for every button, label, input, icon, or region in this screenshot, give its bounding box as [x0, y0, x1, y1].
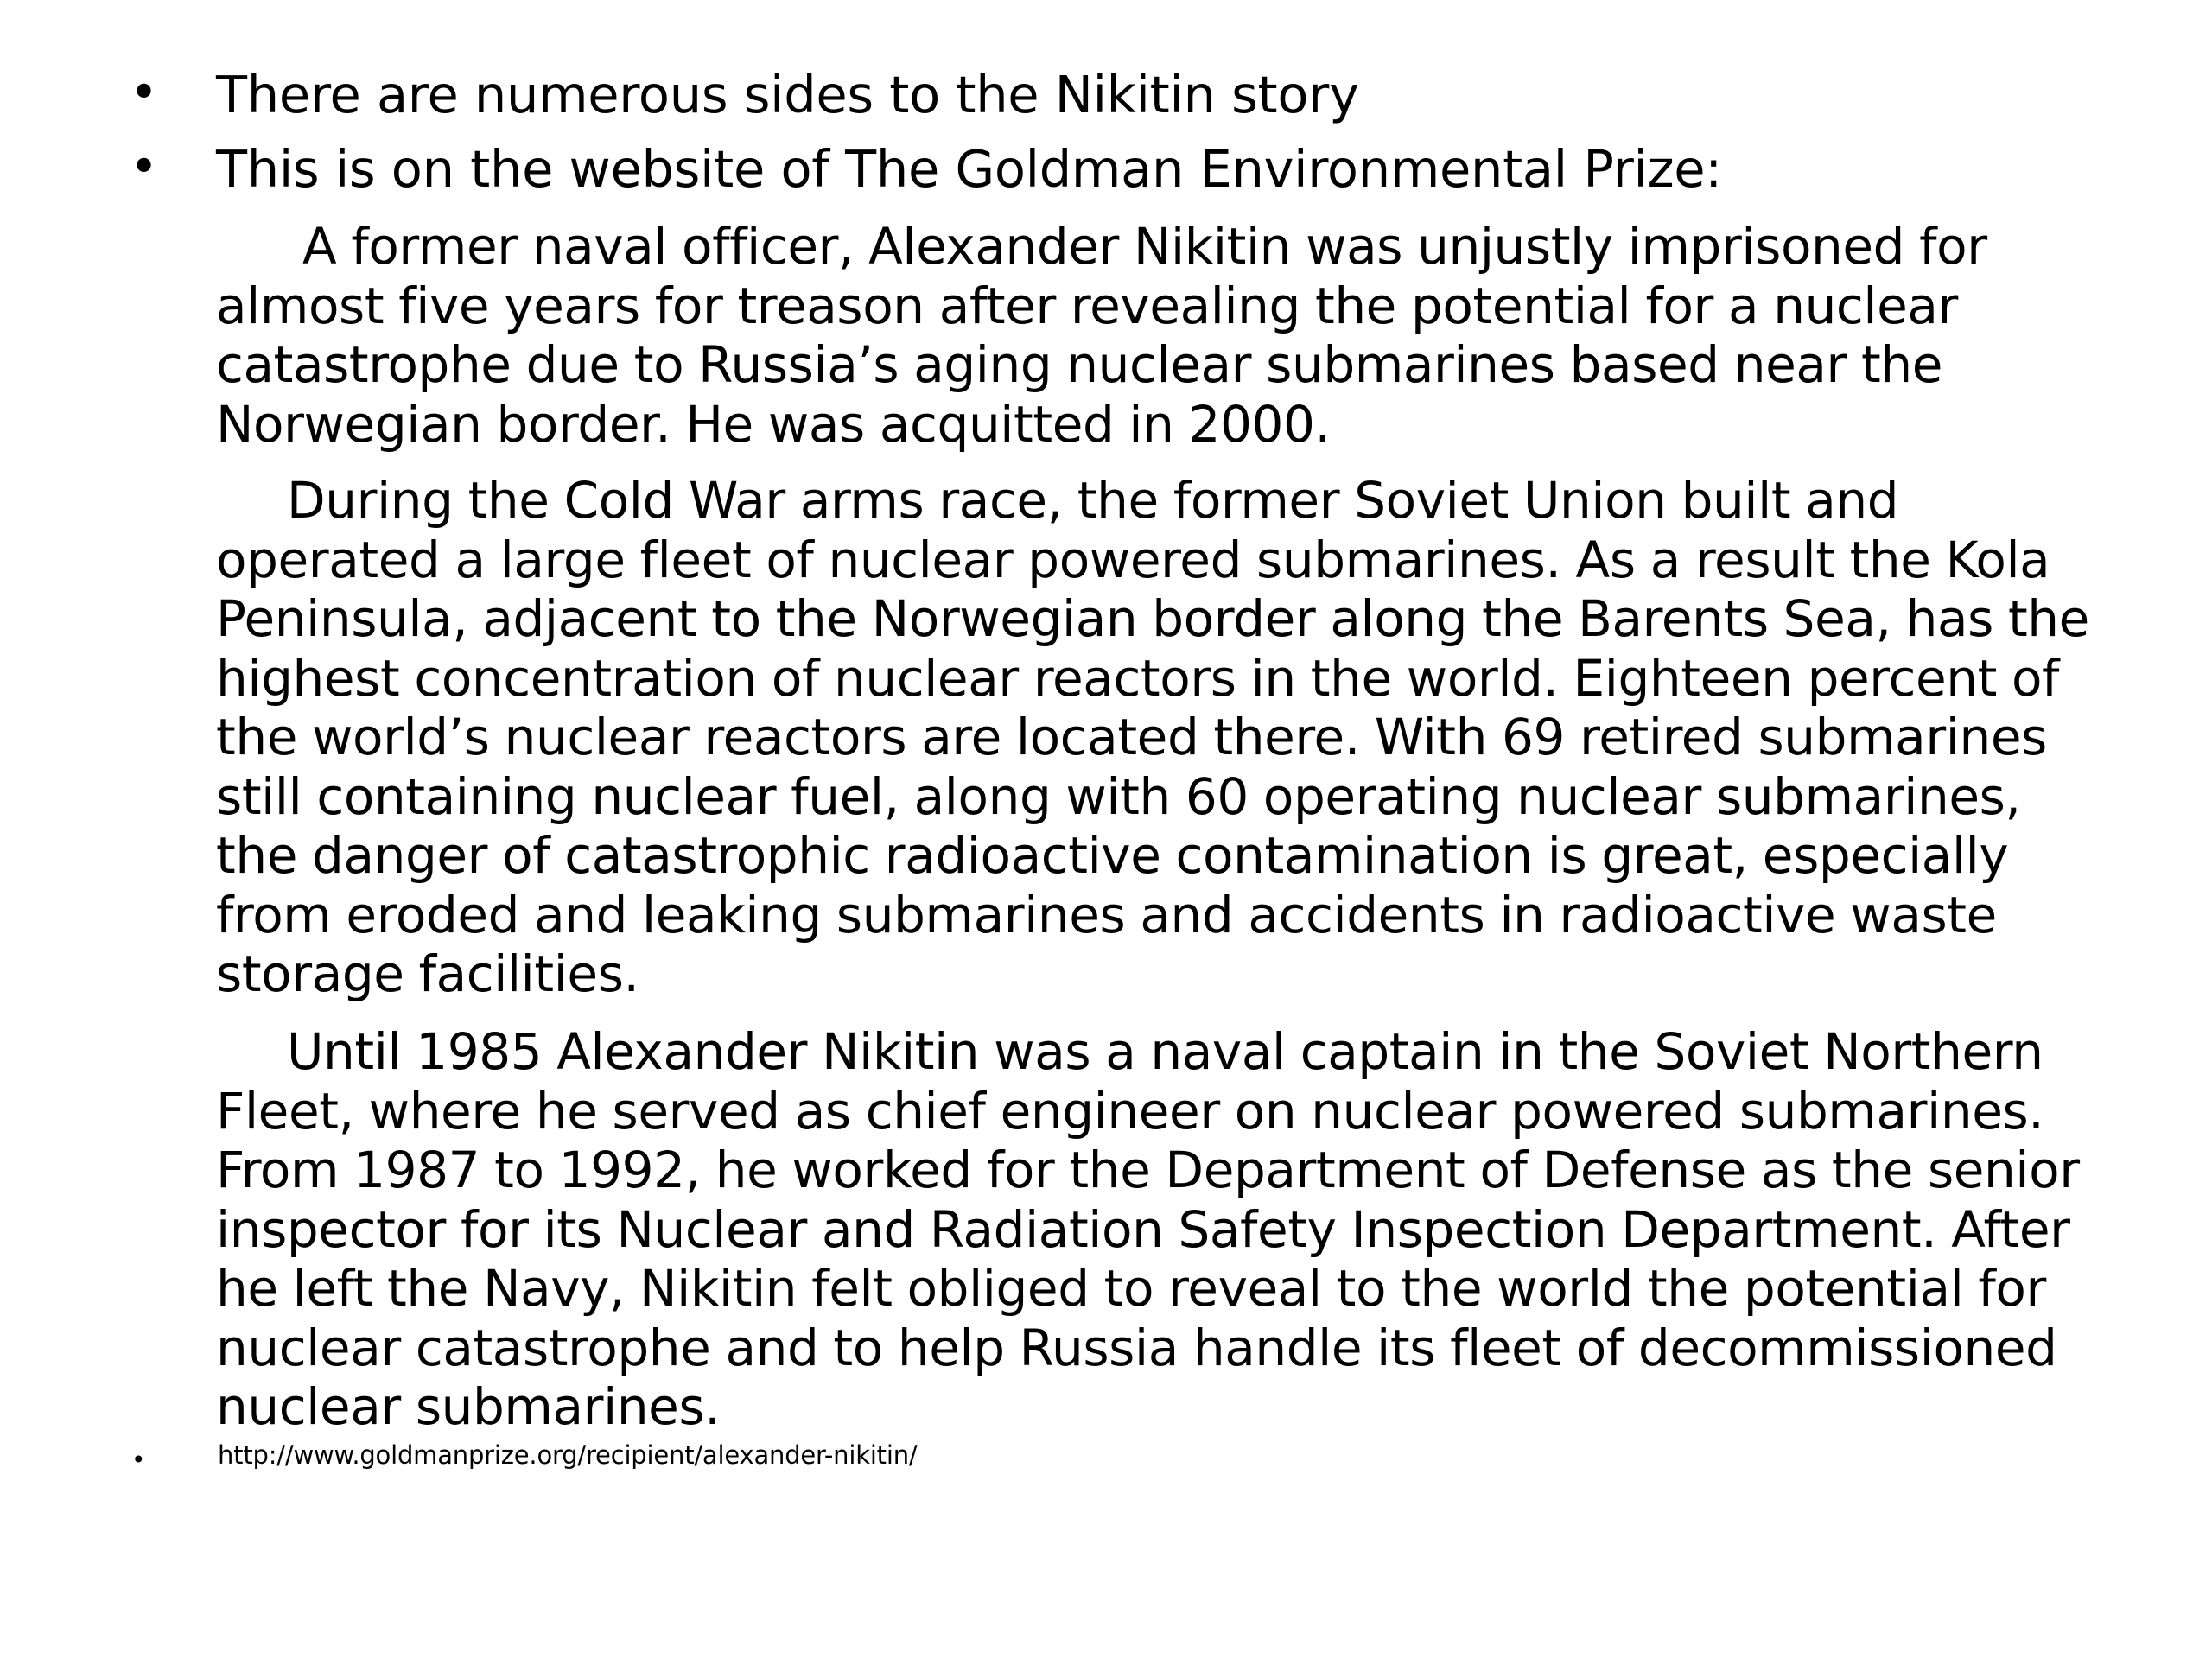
source-link[interactable]: http://www.goldmanprize.org/recipient/alexander-nikitin/	[218, 1440, 918, 1470]
quote-paragraph-cold-war: During the Cold War arms race, the former Soviet Union built and operated a large fleet of nuclear powered submarines. As a result the Kola Peninsula, adjacent to the Norwegian border along the Barents Sea, has the highest concentration of nuclear reactors in the world. Eighteen percent of the world’s nuclear reactors are located there. With 69 retired submarines still containing nuclear fuel, along with 60 operating nuclear submarines, the danger of catastrophic radioactive contamination is great, especially from eroded and leaking submarines and accidents in radioactive waste storage facilities.	[216, 471, 2089, 1003]
bullet-text-goldman-prize: This is on the website of The Goldman Environmental Prize:	[216, 139, 1722, 199]
bullet-text-nikitin-story: There are numerous sides to the Nikitin story	[216, 65, 1359, 124]
bullet-dot: •	[130, 65, 159, 121]
quote-paragraph-career: Until 1985 Alexander Nikitin was a naval captain in the Soviet Northern Fleet, where he served as chief engineer on nuclear powered submarines. From 1987 to 1992, he worked for the Department of Defense as the senior inspector for its Nuclear and Radiation Safety Inspection Department. After he left the Navy, Nikitin felt obliged to reveal to the world the potential for nuclear catastrophe and to help Russia handle its fleet of decommissioned nuclear submarines.	[216, 1022, 2080, 1436]
quote-paragraph-intro: A former naval officer, Alexander Nikitin was unjustly imprisoned for almost five years for treason after revealing the potential for a nuclear catastrophe due to Russia’s aging nuclear submarines based near the Norwegian border. He was acquitted in 2000.	[216, 217, 1987, 454]
bullet-dot: •	[131, 1446, 146, 1474]
bullet-dot: •	[130, 139, 159, 195]
